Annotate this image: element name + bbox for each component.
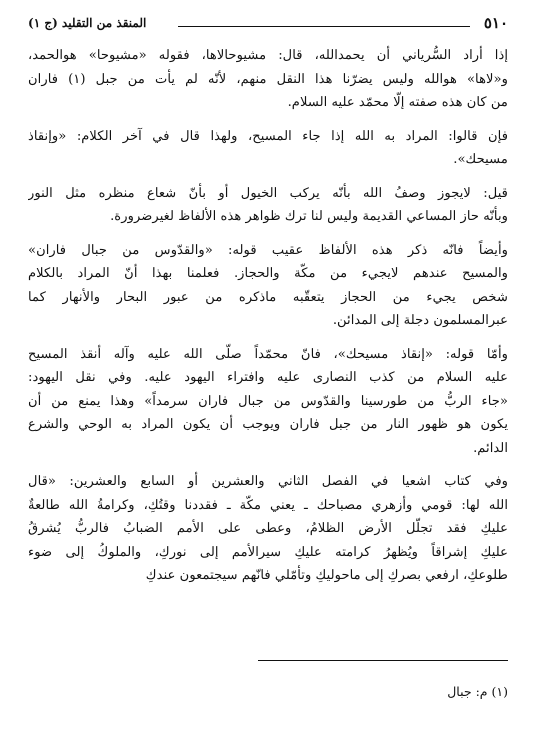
- text-line: وأمّا قوله: «إنقاذ مسيحك»، فانّ محمّداً صلّى الله عليه وآله أنقذ المسيح: [28, 346, 508, 362]
- main-text: [28, 44, 508, 588]
- paragraph-gap: [28, 333, 508, 343]
- text-line: وأيضاً فانّه ذكر هذه الألفاظ عقيب قوله: «والقدّوس من جبال فاران»: [28, 242, 508, 258]
- text-line: قيل: لايجوز وصفُ الله بأنّه يركب الخيول أو بأنّ شعاع منظره مثل النور: [28, 185, 508, 201]
- text-line: وفي كتاب اشعيا في الفصل الثاني والعشرين أو السابع والعشرين: «قال: [28, 474, 508, 489]
- text-line: «جاء الربُّ من طورسينا والقدّوس من جبال فاران سرمداً» وهذا يمنع من أن: [28, 393, 508, 409]
- text-line: شخص يجيء من الحجاز يتعقّبه ماذكره من عبور البحار والأنهار كما: [28, 289, 508, 305]
- header-rule: [178, 26, 470, 27]
- paragraph-gap: [28, 460, 508, 470]
- text-line: يكون هو ظهور النار من جبل فاران ويوجب أن يكون المراد به الوحي والشرع: [28, 417, 508, 432]
- text-line: و«لاها» هوالله وليس يضرّنا هذا النقل منهم، لأنّه لم يأت من جبل (١) فاران: [28, 71, 508, 87]
- text-line: والمسيح عندهم لايجيء من مكّة والحجاز. فعلمنا بهذا أنّ المراد بالكلام: [28, 266, 508, 281]
- text-line: الدائم.: [473, 440, 508, 456]
- text-line: مسيحك».: [453, 152, 508, 167]
- running-header: [28, 14, 508, 36]
- paragraph-gap: [28, 115, 508, 125]
- text-line: إذا أراد السُّرياني أن يحمدالله، قال: مشيوحالاها، فقوله «مشيوحا» هوالحمد،: [28, 48, 508, 63]
- text-line: عليكِ فقد تجلّل الأرض الظلامُ، وعطى على الأمم الضبابُ فالربُّ يُشرقُ: [28, 521, 508, 536]
- footnote-separator: [258, 660, 508, 661]
- text-line: عليه السلام من كذب النصارى عليه وافتراء اليهود عليه. وفي نقل اليهود:: [28, 370, 508, 385]
- text-line: من كان هذه صفته إلّا محمّد عليه السلام.: [287, 95, 508, 110]
- text-line: الله لها: قومي وأزهري مصباحك ـ يعني مكّة ـ فقددنا وقتُكِ، وكرامةُ الله طالعةٌ: [28, 497, 508, 513]
- paragraph-gap: [28, 172, 508, 182]
- footnote: (١) م: جبال: [447, 684, 508, 699]
- running-title: المنقذ من التقليد (ج ١): [28, 16, 147, 30]
- paragraph-gap: [28, 229, 508, 239]
- text-line: وبأنّه حاز المساعي القديمة وليس لنا ترك ظواهر هذه الألفاظ لغيرضرورة.: [110, 209, 508, 224]
- text-line: فإن قالوا: المراد به الله إذا جاء المسيح، ولهذا قال في آخر الكلام: «وإنقاذ: [28, 128, 508, 144]
- text-line: عليكِ إشراقاً ويُظهرُ كرامته عليكِ سيرالأمم إلى نوركِ، والملوكُ إلى ضوء: [28, 544, 508, 560]
- text-line: طلوعكِ، ارفعي بصركِ إلى ماحوليكِ وتأمّلي فانّهم سيجتمعون عندكِ: [145, 568, 508, 583]
- text-line: عبرالمسلمون دجلة إلى المدائن.: [332, 313, 508, 328]
- page-number: ٥١٠: [483, 14, 508, 32]
